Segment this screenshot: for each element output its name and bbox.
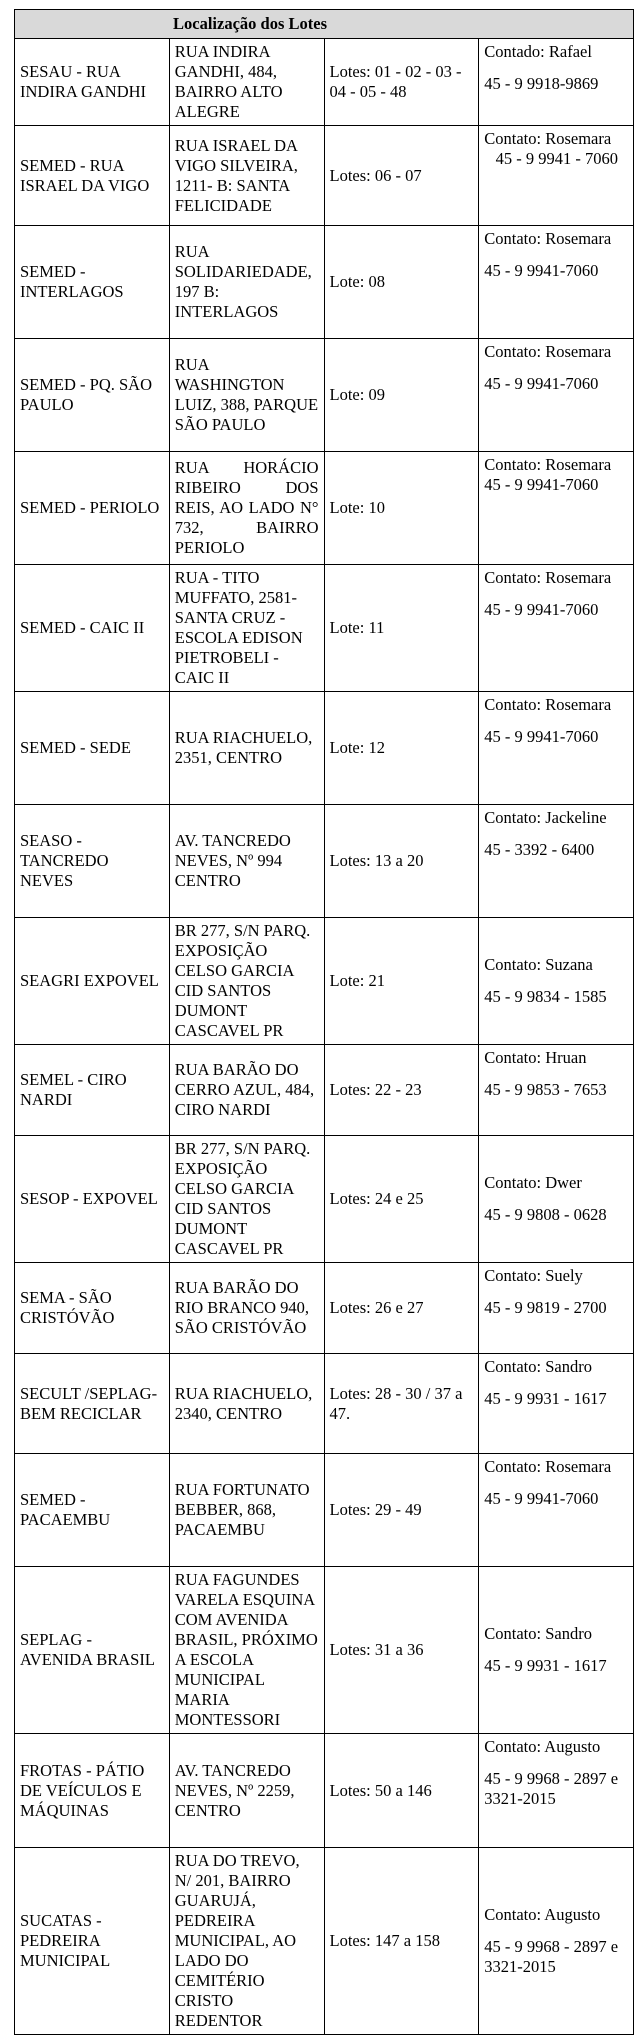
address-cell: BR 277, S/N PARQ. EXPOSIÇÃO CELSO GARCIA CID SANTOS DUMONT CASCAVEL PR [169, 918, 324, 1045]
address-cell: RUA ISRAEL DA VIGO SILVEIRA, 1211- B: SANTA FELICIDADE [169, 126, 324, 226]
contact-name: Contato: Rosemara [484, 695, 612, 714]
contact-name: Contato: Rosemara [484, 1457, 612, 1476]
contact-phone: 45 - 9 9941-7060 [484, 1489, 599, 1508]
contact-cell [479, 1354, 634, 1454]
contact-cell [479, 1263, 634, 1354]
contact-phone: 45 - 9 9941-7060 [484, 600, 599, 619]
lots-cell: Lote: 21 [324, 918, 479, 1045]
lots-location-table [14, 9, 634, 2035]
contact-phone: 45 - 9 9918-9869 [484, 74, 599, 93]
contact-cell [479, 1136, 634, 1263]
table-title-cell [15, 10, 634, 39]
table-row [15, 452, 634, 565]
address-cell: RUA - TITO MUFFATO, 2581- SANTA CRUZ - ESCOLA EDISON PIETROBELI - CAIC II [169, 565, 324, 692]
contact-phone: 45 - 9 9853 - 7653 [484, 1080, 607, 1099]
contact-cell [479, 126, 634, 226]
lots-cell: Lotes: 06 - 07 [324, 126, 479, 226]
table-row [15, 1045, 634, 1136]
contact-cell [479, 1454, 634, 1567]
contact-cell [479, 339, 634, 452]
department-cell: SEAGRI EXPOVEL [15, 918, 170, 1045]
address-cell: AV. TANCREDO NEVES, Nº 2259, CENTRO [169, 1734, 324, 1848]
department-cell: SEMED - PQ. SÃO PAULO [15, 339, 170, 452]
lots-cell: Lote: 12 [324, 692, 479, 805]
contact-cell [479, 39, 634, 126]
contact-cell [479, 692, 634, 805]
department-cell: SEMED - INTERLAGOS [15, 226, 170, 339]
address-cell: RUA INDIRA GANDHI, 484, BAIRRO ALTO ALEGRE [169, 39, 324, 126]
table-row [15, 805, 634, 918]
contact-name: Contato: Rosemara [484, 342, 612, 361]
contact-phone: 45 - 9 9941-7060 [484, 475, 599, 494]
address-cell: RUA FORTUNATO BEBBER, 868, PACAEMBU [169, 1454, 324, 1567]
contact-name: Contato: Rosemara [484, 229, 612, 248]
address-cell: RUA BARÃO DO RIO BRANCO 940, SÃO CRISTÓVÃO [169, 1263, 324, 1354]
lots-cell: Lotes: 01 - 02 - 03 - 04 - 05 - 48 [324, 39, 479, 126]
contact-name: Contato: Rosemara [484, 129, 612, 148]
lots-cell: Lotes: 22 - 23 [324, 1045, 479, 1136]
lots-cell: Lote: 10 [324, 452, 479, 565]
contact-name: Contato: Augusto [484, 1737, 601, 1756]
lots-cell: Lote: 08 [324, 226, 479, 339]
contact-name: Contato: Sandro [484, 1357, 592, 1376]
contact-cell [479, 1567, 634, 1734]
department-cell: SEMED - SEDE [15, 692, 170, 805]
contact-cell [479, 565, 634, 692]
contact-phone: 45 - 9 9941-7060 [484, 727, 599, 746]
lots-cell: Lotes: 24 e 25 [324, 1136, 479, 1263]
contact-phone: 45 - 9 9968 - 2897 e 3321-2015 [484, 1769, 619, 1808]
contact-name: Contato: Dwer [484, 1173, 582, 1192]
department-cell: SEMEL - CIRO NARDI [15, 1045, 170, 1136]
contact-name: Contato: Sandro [484, 1624, 592, 1643]
department-cell: SEMED - RUA ISRAEL DA VIGO [15, 126, 170, 226]
contact-phone: 45 - 9 9931 - 1617 [484, 1656, 607, 1675]
contact-name: Contato: Rosemara [484, 455, 612, 474]
contact-phone: 45 - 9 9834 - 1585 [484, 987, 607, 1006]
table-row [15, 126, 634, 226]
department-cell: SECULT /SEPLAG- BEM RECICLAR [15, 1354, 170, 1454]
address-cell: RUA FAGUNDES VARELA ESQUINA COM AVENIDA BRASIL, PRÓXIMO A ESCOLA MUNICIPAL MARIA MONTESSORI [169, 1567, 324, 1734]
address-cell: RUA DO TREVO, N/ 201, BAIRRO GUARUJÁ, PEDREIRA MUNICIPAL, AO LADO DO CEMITÉRIO CRISTO REDENTOR [169, 1848, 324, 2035]
department-cell: SESAU - RUA INDIRA GANDHI [15, 39, 170, 126]
contact-name: Contato: Rosemara [484, 568, 612, 587]
department-cell: SEMED - PACAEMBU [15, 1454, 170, 1567]
contact-cell [479, 452, 634, 565]
contact-cell [479, 918, 634, 1045]
table-row [15, 339, 634, 452]
lots-cell: Lotes: 28 - 30 / 37 a 47. [324, 1354, 479, 1454]
contact-phone: 45 - 9 9941-7060 [484, 374, 599, 393]
address-cell: RUA WASHINGTON LUIZ, 388, PARQUE SÃO PAULO [169, 339, 324, 452]
table-row [15, 1734, 634, 1848]
lots-cell: Lotes: 31 a 36 [324, 1567, 479, 1734]
table-row [15, 918, 634, 1045]
contact-name: Contato: Suzana [484, 955, 593, 974]
address-cell: BR 277, S/N PARQ. EXPOSIÇÃO CELSO GARCIA CID SANTOS DUMONT CASCAVEL PR [169, 1136, 324, 1263]
table-row [15, 226, 634, 339]
department-cell: SEMED - CAIC II [15, 565, 170, 692]
contact-cell [479, 805, 634, 918]
address-cell: AV. TANCREDO NEVES, Nº 994 CENTRO [169, 805, 324, 918]
contact-phone: 45 - 9 9819 - 2700 [484, 1298, 607, 1317]
contact-name: Contado: Rafael [484, 42, 592, 61]
department-cell: SUCATAS - PEDREIRA MUNICIPAL [15, 1848, 170, 2035]
address-cell: RUA RIACHUELO, 2351, CENTRO [169, 692, 324, 805]
contact-name: Contato: Suely [484, 1266, 583, 1285]
contact-phone: 45 - 9 9968 - 2897 e 3321-2015 [484, 1937, 619, 1976]
table-row [15, 1848, 634, 2035]
lots-cell: Lotes: 13 a 20 [324, 805, 479, 918]
address-cell: RUA RIACHUELO, 2340, CENTRO [169, 1354, 324, 1454]
contact-cell [479, 1045, 634, 1136]
lots-cell: Lotes: 50 a 146 [324, 1734, 479, 1848]
contact-name: Contato: Hruan [484, 1048, 587, 1067]
contact-phone: 45 - 9 9808 - 0628 [484, 1205, 607, 1224]
department-cell: SEMA - SÃO CRISTÓVÃO [15, 1263, 170, 1354]
table-row [15, 1136, 634, 1263]
contact-phone: 45 - 9 9941-7060 [484, 261, 599, 280]
lots-cell: Lotes: 29 - 49 [324, 1454, 479, 1567]
department-cell: SESOP - EXPOVEL [15, 1136, 170, 1263]
lots-cell: Lotes: 147 a 158 [324, 1848, 479, 2035]
lots-cell: Lote: 09 [324, 339, 479, 452]
address-cell: RUA BARÃO DO CERRO AZUL, 484, CIRO NARDI [169, 1045, 324, 1136]
contact-name: Contato: Jackeline [484, 808, 607, 827]
table-title: Localização dos Lotes [173, 14, 327, 33]
table-row [15, 39, 634, 126]
contact-name: Contato: Augusto [484, 1905, 601, 1924]
address-cell: RUA HORÁCIO RIBEIRO DOS REIS, AO LADO N° 732, BAIRRO PERIOLO [169, 452, 324, 565]
contact-phone: 45 - 9 9931 - 1617 [484, 1389, 607, 1408]
department-cell: FROTAS - PÁTIO DE VEÍCULOS E MÁQUINAS [15, 1734, 170, 1848]
lots-cell: Lote: 11 [324, 565, 479, 692]
contact-phone: 45 - 9 9941 - 7060 [495, 149, 618, 168]
lots-cell: Lotes: 26 e 27 [324, 1263, 479, 1354]
table-row [15, 565, 634, 692]
contact-cell [479, 1734, 634, 1848]
contact-cell [479, 226, 634, 339]
table-row [15, 1567, 634, 1734]
table-row [15, 1354, 634, 1454]
table-body [15, 39, 634, 2035]
contact-cell [479, 1848, 634, 2035]
department-cell: SEPLAG - AVENIDA BRASIL [15, 1567, 170, 1734]
address-cell: RUA SOLIDARIEDADE, 197 B: INTERLAGOS [169, 226, 324, 339]
table-header-row [15, 10, 634, 39]
table-row [15, 1263, 634, 1354]
department-cell: SEASO - TANCREDO NEVES [15, 805, 170, 918]
contact-phone: 45 - 3392 - 6400 [484, 840, 595, 859]
table-row [15, 1454, 634, 1567]
table-row [15, 692, 634, 805]
department-cell: SEMED - PERIOLO [15, 452, 170, 565]
